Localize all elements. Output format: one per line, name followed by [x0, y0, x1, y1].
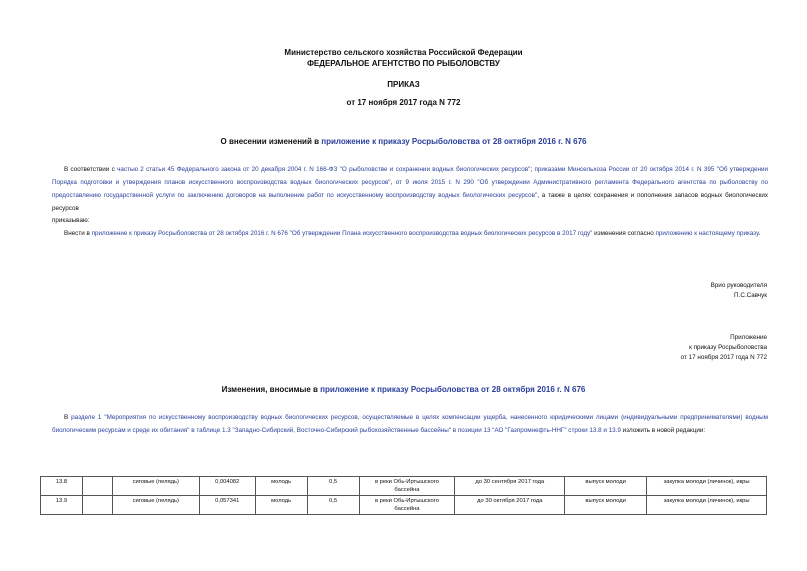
- table-cell: до 30 октября 2017 года: [455, 496, 565, 515]
- table-cell: до 30 сентября 2017 года: [455, 477, 565, 496]
- changes-title-link[interactable]: приложение к приказу Росрыболовства от 28 октября 2016 г. N 676: [320, 385, 586, 394]
- table-cell: 13.8: [41, 477, 83, 496]
- table-cell: в реки Обь-Иртышского бассейна: [359, 496, 455, 515]
- table-cell: молодь: [255, 496, 307, 515]
- title-text: О внесении изменений в: [220, 137, 322, 146]
- table-row: [41, 477, 767, 496]
- signer-name: П.С.Савчук: [734, 292, 767, 299]
- table-cell: сиговые (пелядь): [112, 496, 199, 515]
- order-text-3: .: [758, 230, 761, 237]
- changes-text-2: изложить в новой редакции:: [620, 427, 706, 434]
- intro-text-1: В соответствии с: [64, 166, 118, 173]
- table-cell: молодь: [255, 477, 307, 496]
- intro-text-2: ;: [530, 166, 535, 173]
- table-cell: в реки Обь-Иртышского бассейна: [359, 477, 455, 496]
- table-cell: 13.9: [41, 496, 83, 515]
- intro-text-3: ,: [390, 179, 396, 186]
- order-text-1: Внести в: [64, 230, 92, 237]
- appendix-reference: [681, 333, 767, 363]
- changes-table: [40, 476, 767, 515]
- signature-block: [711, 281, 767, 301]
- agency-name: ФЕДЕРАЛЬНОЕ АГЕНТСТВО ПО РЫБОЛОВСТВУ: [307, 59, 500, 68]
- changes-paragraph: [52, 411, 768, 437]
- table-cell: [82, 496, 112, 515]
- appendix-line-3: от 17 ноября 2017 года N 772: [680, 354, 767, 361]
- order-paragraph: [52, 227, 768, 240]
- table-cell: закупка молоди (личинок), икры: [647, 496, 767, 515]
- appendix-link[interactable]: приложение к приказу Росрыболовства от 28 октября 2016 г. N 676 "Об утверждении Плана искусственного воспроизводства водных биологических ресурсов в 2017 году": [91, 230, 593, 237]
- ministry-name: Министерство сельского хозяйства Российской Федерации: [284, 48, 523, 57]
- table-cell: [82, 477, 112, 496]
- table-cell: 0,5: [307, 477, 359, 496]
- intro-text-4: , а также в целях сохранения и пополнения запасов водных биологических ресурсов: [52, 192, 768, 212]
- present-order-appendix-link[interactable]: приложению к настоящему приказу: [655, 230, 759, 237]
- table-cell: 0,004082: [199, 477, 255, 496]
- document-type: ПРИКАЗ: [387, 80, 420, 89]
- title-link[interactable]: приложение к приказу Росрыболовства от 28 октября 2016 г. N 676: [321, 137, 587, 146]
- order-text-2: изменения согласно: [592, 230, 656, 237]
- intro-paragraph: [52, 163, 768, 215]
- section-link[interactable]: разделе 1 "Мероприятия по искусственному воспроизводству водных биологических ресурсов, осуществляемые в целях компенсации ущерба, нанесенного юридическими лицами (индивидуальными предпринимателями) водным биологическим ресурсам и среде их обитания" в таблице 1.3 "Западно-Сибирский, Восточно-Сибирский рыбохозяйственные бассейны" в позиции 13 "АО "Газпромнефть-ННГ" строки 13.8 и 13.9: [52, 414, 768, 434]
- appendix-line-2: к приказу Росрыболовства: [689, 344, 767, 351]
- document-date-number: от 17 ноября 2017 года N 772: [346, 98, 461, 107]
- changes-text-1: В: [64, 414, 72, 421]
- table-cell: 0,057341: [199, 496, 255, 515]
- appendix-line-1: Приложение: [730, 334, 767, 341]
- table-cell: закупка молоди (личинок), икры: [647, 477, 767, 496]
- minselkhoz-order-link[interactable]: приказами Минсельхоза России от 20 октября 2014 г. N 395 "Об утверждении Порядка подготовки и утверждения планов искусственного воспроизводства водных биологических ресурсов": [52, 166, 769, 186]
- order-word: приказываю:: [52, 217, 90, 224]
- table-cell: выпуск молоди: [565, 477, 647, 496]
- table-row: [41, 496, 767, 515]
- document-title: [0, 137, 807, 146]
- table-cell: сиговые (пелядь): [112, 477, 199, 496]
- table-cell: 0,5: [307, 496, 359, 515]
- regulation-link[interactable]: от 9 июля 2015 г. N 290 "Об утверждении Административного регламента Федерального агентства по рыболовству по предоставлению государственной услуги по заключению договоров на выполнение работ по искусственному воспроизводству водных биологических ресурсов": [52, 179, 768, 199]
- table-cell: выпуск молоди: [565, 496, 647, 515]
- changes-title-text: Изменения, вносимые в: [221, 385, 321, 394]
- signer-position: Врио руководителя: [710, 282, 767, 289]
- changes-title: [0, 385, 807, 394]
- law-link[interactable]: частью 2 статьи 45 Федерального закона от 20 декабря 2004 г. N 166-ФЗ "О рыболовстве и сохранении водных биологических ресурсов": [117, 166, 531, 173]
